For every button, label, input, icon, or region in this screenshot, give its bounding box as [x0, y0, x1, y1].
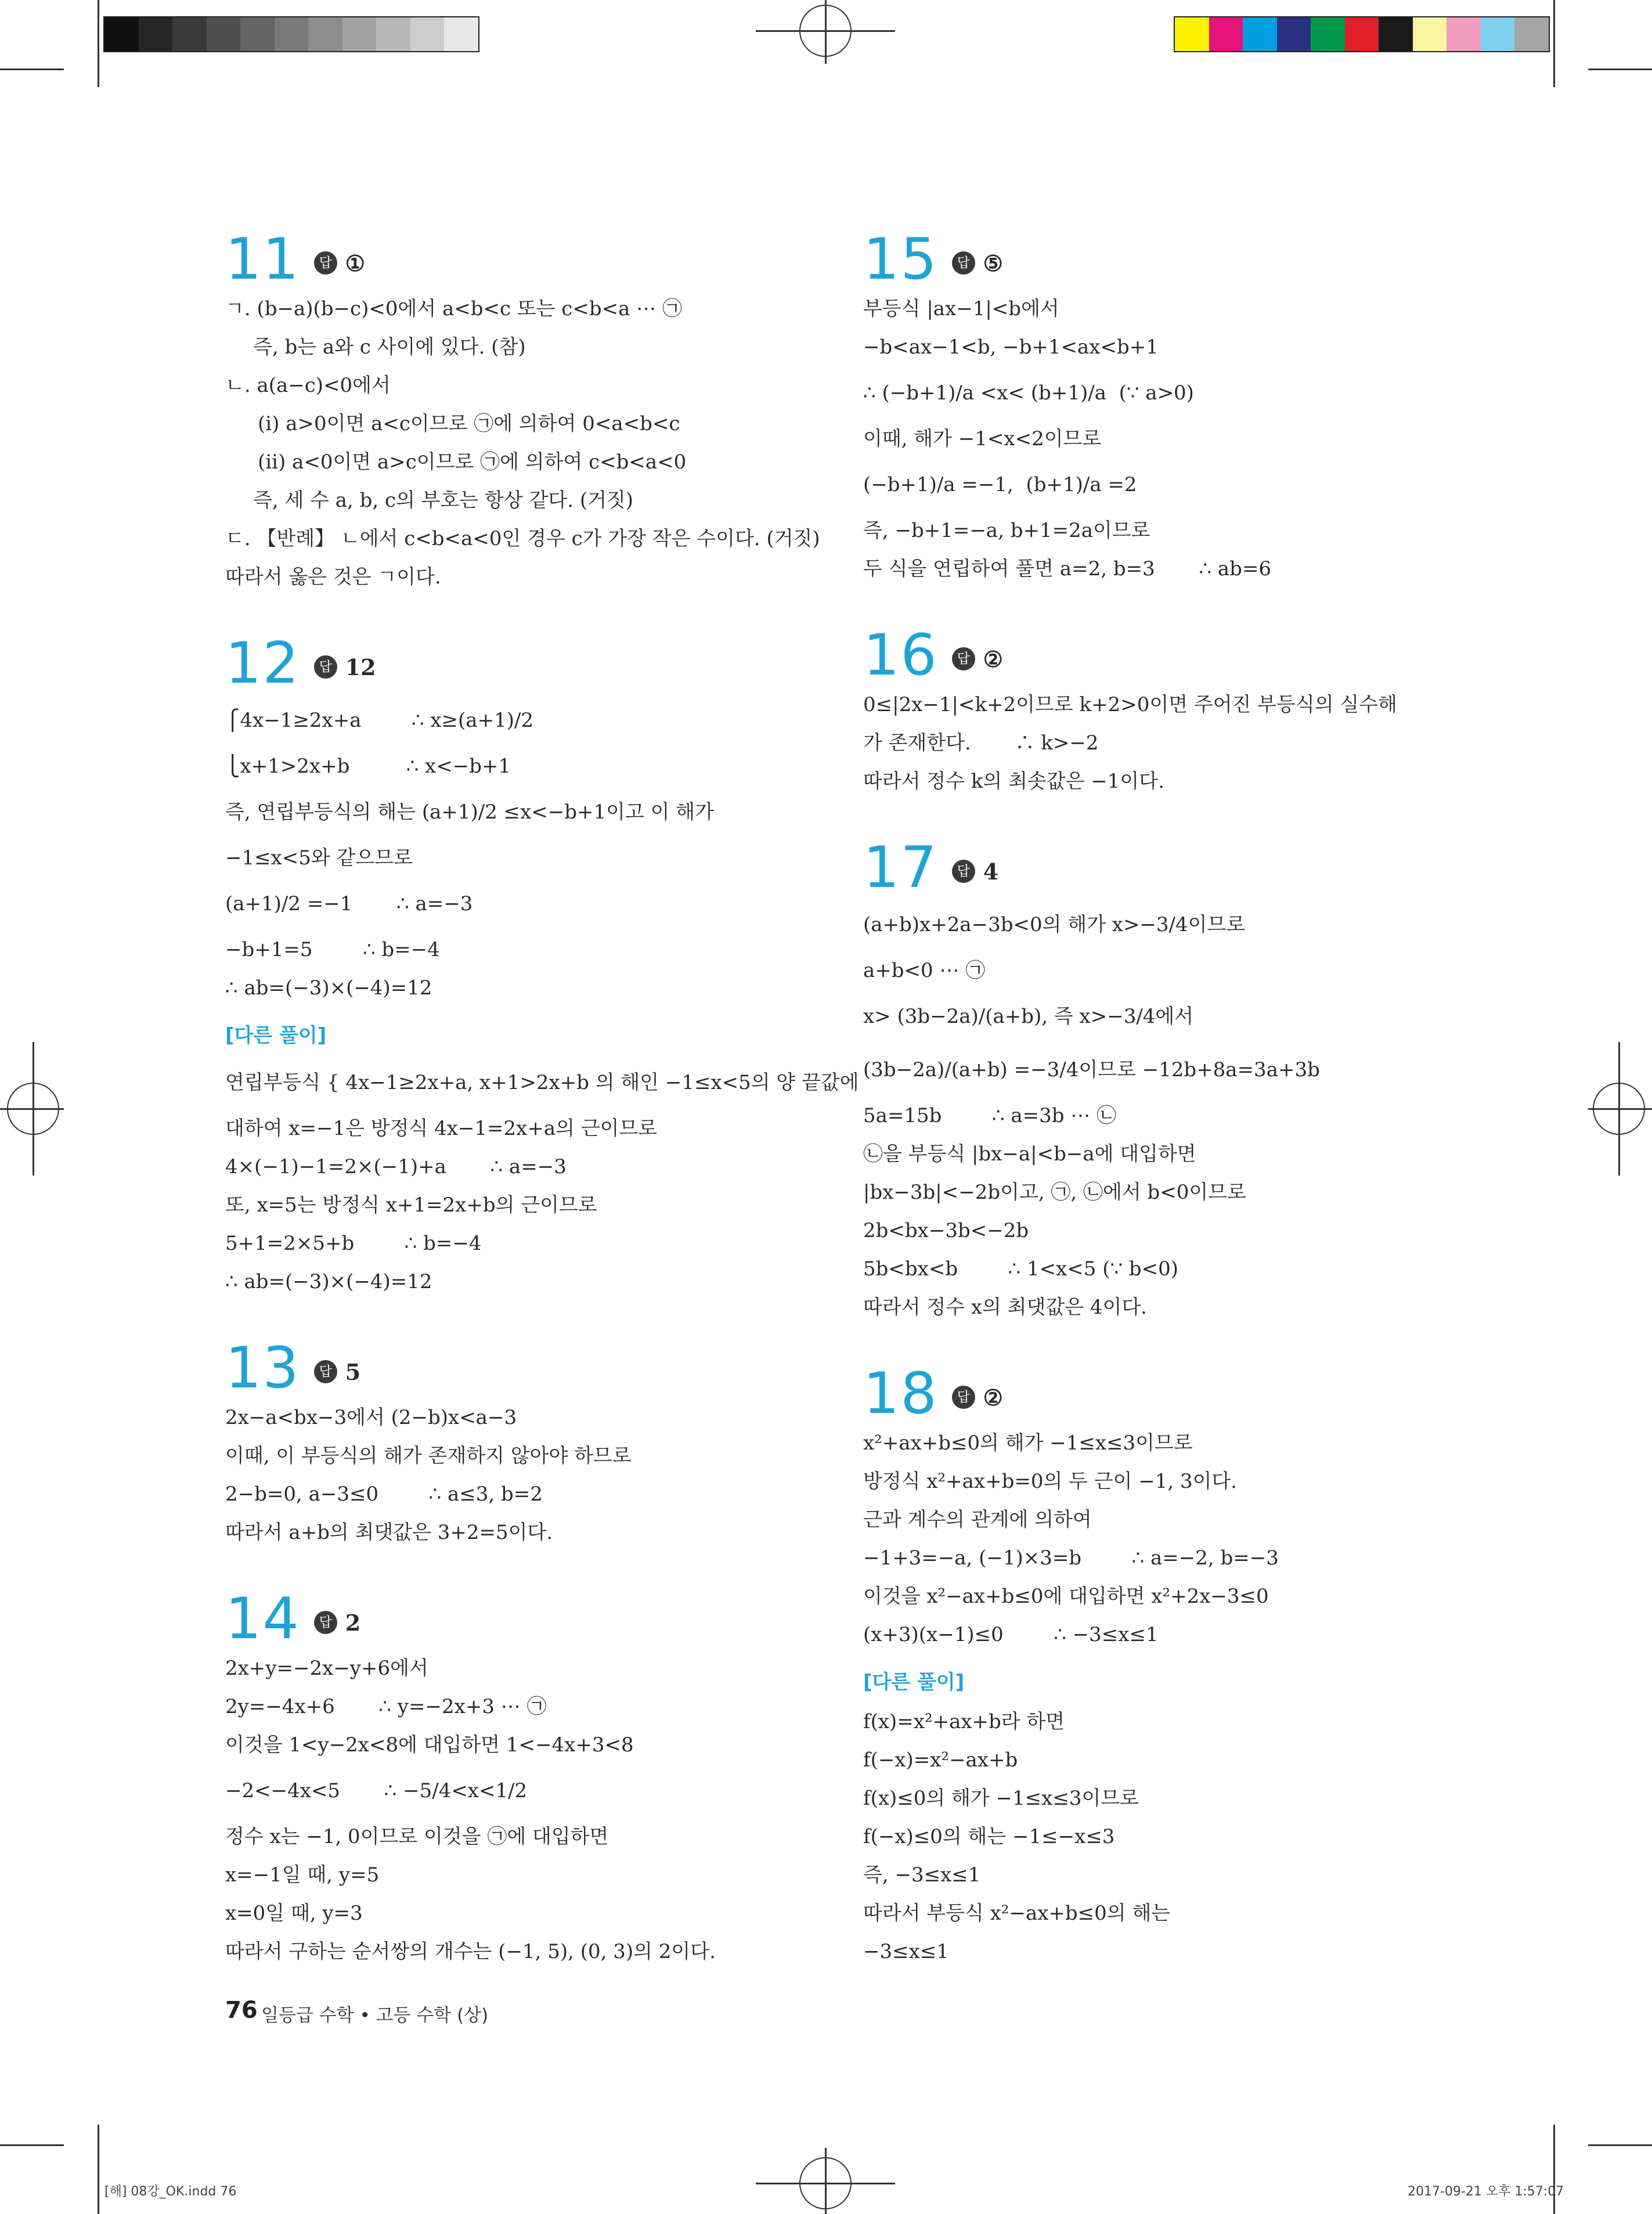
crop-mark [1553, 0, 1555, 87]
gray-swatch [410, 17, 445, 51]
problem-number: 18 [863, 1361, 938, 1427]
problem-header [863, 835, 1513, 901]
solution-line: ⎩x+1>2x+b ∴ x<−b+1 [225, 755, 511, 778]
solution-line: 따라서 부등식 x²−ax+b≤0의 해는 [863, 1902, 1171, 1925]
solution-line: ㄴ. a(a−c)<0에서 [225, 374, 391, 397]
solution-line: 즉, b는 a와 c 사이에 있다. (참) [253, 336, 526, 359]
solution-line: f(x)=x²+ax+b라 하면 [863, 1710, 1065, 1733]
answer-badge-icon: 답 [314, 1360, 337, 1383]
color-swatch [1481, 17, 1515, 51]
problem-number: 15 [863, 226, 938, 293]
problem-header [863, 1361, 1513, 1427]
registration-line [33, 1042, 34, 1175]
solution-line: 즉, 연립부등식의 해는 (a+1)/2 ≤x<−b+1이고 이 해가 [225, 800, 714, 824]
color-swatch [1514, 17, 1549, 51]
left-column [225, 226, 875, 2008]
solution-line: (−b+1)/a =−1, (b+1)/a =2 [863, 473, 1137, 496]
problem-18 [863, 1361, 1513, 1971]
solution-line: 이것을 x²−ax+b≤0에 대입하면 x²+2x−3≤0 [863, 1585, 1269, 1608]
book-title: 일등급 수학 • 고등 수학 (상) [261, 2005, 489, 2026]
solution-line: ∴ ab=(−3)×(−4)=12 [225, 1270, 432, 1293]
solution-line: (x+3)(x−1)≤0 ∴ −3≤x≤1 [863, 1623, 1159, 1646]
answer-badge-icon: 답 [314, 251, 337, 275]
solution-line: f(x)≤0의 해가 −1≤x≤3이므로 [863, 1787, 1139, 1810]
answer-badge-icon: 답 [952, 251, 975, 275]
problem-header [225, 1335, 875, 1401]
solution-line: 즉, −3≤x≤1 [863, 1863, 981, 1887]
color-swatch [1379, 17, 1413, 51]
problem-header [225, 630, 875, 697]
solution-line: 이때, 이 부등식의 해가 존재하지 않아야 하므로 [225, 1444, 632, 1467]
solution-line: 가 존재한다. ∴ k>−2 [863, 731, 1099, 755]
alternative-solution-title: [다른 풀이] [863, 1671, 965, 1694]
gray-swatch [308, 17, 342, 51]
problem-number: 12 [225, 630, 300, 697]
solution-line: (ⅱ) a<0이면 a>c이므로 ㉠에 의하여 c<b<a<0 [258, 450, 687, 474]
page-number: 76 [225, 1997, 258, 2024]
solution-line: ∴ ab=(−3)×(−4)=12 [225, 976, 432, 1000]
registration-line [825, 0, 827, 64]
color-swatch [1447, 17, 1481, 51]
solution-line: f(−x)=x²−ax+b [863, 1748, 1018, 1772]
solution-line: x=−1일 때, y=5 [225, 1863, 380, 1887]
solution-line: −b+1=5 ∴ b=−4 [225, 938, 440, 961]
solution-line: |bx−3b|<−2b이고, ㉠, ㉡에서 b<0이므로 [863, 1181, 1246, 1204]
problem-header [863, 226, 1513, 293]
solution-line: ㄱ. (b−a)(b−c)<0에서 a<b<c 또는 c<b<a ⋯ ㉠ [225, 297, 682, 320]
solution-line: 대하여 x=−1은 방정식 4x−1=2x+a의 근이므로 [225, 1117, 658, 1140]
problem-header [225, 1586, 875, 1652]
solution-line: −1≤x<5와 같으므로 [225, 846, 413, 870]
gray-color-bar [103, 16, 479, 52]
answer-badge-icon: 답 [952, 1386, 975, 1409]
answer-value: 5 [345, 1358, 361, 1385]
registration-line [1618, 1042, 1620, 1175]
solution-line: a+b<0 ⋯ ㉠ [863, 959, 986, 982]
answer-value: ② [983, 1384, 1003, 1411]
solution-line: 따라서 옳은 것은 ㄱ이다. [225, 565, 441, 589]
solution-line: ㄷ. 【반례】 ㄴ에서 c<b<a<0인 경우 c가 가장 작은 수이다. (거짓) [225, 527, 820, 550]
answer-badge-icon: 답 [314, 1611, 337, 1634]
solution-line: 2b<bx−3b<−2b [863, 1219, 1029, 1242]
color-swatch [1277, 17, 1311, 51]
solution-line: 5b<bx<b ∴ 1<x<5 (∵ b<0) [863, 1257, 1179, 1281]
problem-15 [863, 226, 1513, 588]
alternative-solution-title: [다른 풀이] [225, 1024, 327, 1047]
problem-14 [225, 1586, 875, 1971]
problem-13 [225, 1335, 875, 1552]
solution-line: (ⅰ) a>0이면 a<c이므로 ㉠에 의하여 0<a<b<c [258, 412, 680, 435]
solution-line: x=0일 때, y=3 [225, 1902, 363, 1925]
solution-line: 따라서 정수 x의 최댓값은 4이다. [863, 1296, 1147, 1319]
problem-12 [225, 630, 875, 1301]
solution-line: ⎧4x−1≥2x+a ∴ x≥(a+1)/2 [225, 709, 534, 732]
solution-line: 이것을 1<y−2x<8에 대입하면 1<−4x+3<8 [225, 1733, 634, 1757]
problem-number: 11 [225, 226, 300, 293]
slug-timestamp: 2017-09-21 오후 1:57:07 [1408, 2184, 1564, 2199]
solution-line: (a+1)/2 =−1 ∴ a=−3 [225, 892, 473, 915]
solution-line: −3≤x≤1 [863, 1940, 949, 1963]
solution-line: 따라서 구하는 순서쌍의 개수는 (−1, 5), (0, 3)의 2이다. [225, 1940, 716, 1963]
crop-mark [98, 2125, 99, 2214]
solution-line: 방정식 x²+ax+b=0의 두 근이 −1, 3이다. [863, 1470, 1238, 1493]
color-swatch [1243, 17, 1277, 51]
color-swatch [1345, 17, 1379, 51]
gray-swatch [444, 17, 478, 51]
answer-value: ① [345, 250, 365, 276]
solution-line: 5+1=2×5+b ∴ b=−4 [225, 1232, 482, 1255]
solution-line: 5a=15b ∴ a=3b ⋯ ㉡ [863, 1104, 1117, 1127]
solution-line: (a+b)x+2a−3b<0의 해가 x>−3/4이므로 [863, 913, 1246, 936]
answer-badge-icon: 답 [952, 647, 975, 670]
solution-line: (3b−2a)/(a+b) =−3/4이므로 −12b+8a=3a+3b [863, 1058, 1320, 1081]
gray-swatch [207, 17, 241, 51]
answer-value: 12 [345, 654, 376, 680]
solution-line: 정수 x는 −1, 0이므로 이것을 ㉠에 대입하면 [225, 1825, 609, 1848]
color-swatch [1413, 17, 1447, 51]
solution-line: 0≤|2x−1|<k+2이므로 k+2>0이면 주어진 부등식의 실수해 [863, 693, 1397, 716]
color-swatch [1175, 17, 1209, 51]
solution-line: −1+3=−a, (−1)×3=b ∴ a=−2, b=−3 [863, 1546, 1279, 1570]
problem-number: 14 [225, 1586, 300, 1652]
answer-value: 2 [345, 1609, 361, 1636]
solution-line: 즉, 세 수 a, b, c의 부호는 항상 같다. (거짓) [253, 489, 634, 512]
color-swatch [1209, 17, 1243, 51]
solution-line: −2<−4x<5 ∴ −5/4<x<1/2 [225, 1779, 528, 1802]
process-color-bar [1174, 16, 1550, 52]
crop-mark [0, 68, 64, 70]
solution-line: 따라서 a+b의 최댓값은 3+2=5이다. [225, 1521, 553, 1544]
solution-line: 즉, −b+1=−a, b+1=2a이므로 [863, 519, 1150, 542]
problem-number: 17 [863, 835, 938, 901]
problem-header [863, 622, 1513, 688]
gray-swatch [240, 17, 275, 51]
problem-number: 16 [863, 622, 938, 688]
slug-filename: [해] 08강_OK.indd 76 [104, 2184, 237, 2199]
registration-line [0, 1108, 64, 1110]
problem-11 [225, 226, 875, 596]
solution-line: x> (3b−2a)/(a+b), 즉 x>−3/4에서 [863, 1005, 1194, 1028]
problem-17 [863, 835, 1513, 1326]
crop-mark [98, 0, 99, 87]
solution-line: 또, x=5는 방정식 x+1=2x+b의 근이므로 [225, 1193, 597, 1217]
gray-swatch [172, 17, 207, 51]
solution-line: 2x+y=−2x−y+6에서 [225, 1657, 428, 1680]
answer-badge-icon: 답 [952, 860, 975, 883]
solution-line: f(−x)≤0의 해는 −1≤−x≤3 [863, 1825, 1115, 1848]
answer-badge-icon: 답 [314, 655, 337, 679]
gray-swatch [139, 17, 173, 51]
solution-line: −b<ax−1<b, −b+1<ax<b+1 [863, 336, 1159, 359]
right-column [863, 226, 1513, 2008]
problem-number: 13 [225, 1335, 300, 1401]
solution-line: 4×(−1)−1=2×(−1)+a ∴ a=−3 [225, 1155, 567, 1178]
answer-value: ⑤ [983, 250, 1003, 276]
solution-line: 2y=−4x+6 ∴ y=−2x+3 ⋯ ㉠ [225, 1695, 547, 1718]
gray-swatch [104, 17, 139, 51]
color-swatch [1311, 17, 1345, 51]
solution-line: 연립부등식 { 4x−1≥2x+a, x+1>2x+b 의 해인 −1≤x<5의 양 끝값에 [225, 1071, 859, 1094]
problem-16 [863, 622, 1513, 800]
solution-line: 2x−a<bx−3에서 (2−b)x<a−3 [225, 1406, 517, 1429]
crop-mark [1588, 68, 1652, 70]
registration-line [825, 2148, 827, 2214]
solution-line: 2−b=0, a−3≤0 ∴ a≤3, b=2 [225, 1483, 543, 1506]
gray-swatch [376, 17, 410, 51]
answer-value: 4 [983, 858, 999, 885]
registration-line [1588, 1108, 1652, 1110]
solution-line: 두 식을 연립하여 풀면 a=2, b=3 ∴ ab=6 [863, 557, 1271, 580]
answer-value: ② [983, 646, 1003, 672]
crop-mark [0, 2144, 64, 2146]
gray-swatch [275, 17, 309, 51]
solution-line: 이때, 해가 −1<x<2이므로 [863, 427, 1102, 450]
solution-line: ㉡을 부등식 |bx−a|<b−a에 대입하면 [863, 1142, 1196, 1166]
crop-mark [1553, 2125, 1555, 2214]
solution-line: x²+ax+b≤0의 해가 −1≤x≤3이므로 [863, 1431, 1193, 1455]
solution-line: 따라서 정수 k의 최솟값은 −1이다. [863, 770, 1164, 793]
gray-swatch [342, 17, 377, 51]
solution-line: 근과 계수의 관계에 의하여 [863, 1508, 1092, 1531]
problem-header [225, 226, 875, 293]
solution-line: 부등식 |ax−1|<b에서 [863, 297, 1059, 320]
crop-mark [1588, 2144, 1652, 2146]
solution-line: ∴ (−b+1)/a <x< (b+1)/a (∵ a>0) [863, 381, 1194, 405]
